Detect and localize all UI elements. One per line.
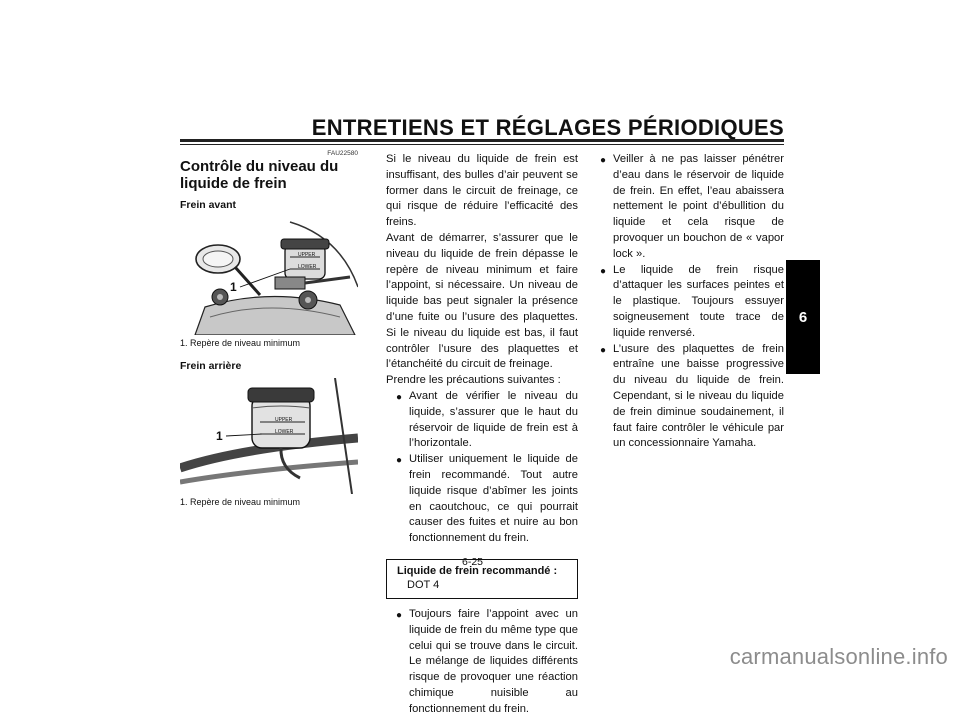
rear-lower-mark-label: LOWER xyxy=(275,428,294,435)
list-item: ● Toujours faire l’appoint avec un liquide de frein du même type que celui qui se trouve dans le circuit. Le mélange de liquides différents risque de provoquer une réaction chimique nuisible au fonctionnement du frein. xyxy=(396,607,578,718)
recommended-fluid-value: DOT 4 xyxy=(407,578,440,591)
front-brake-caption: 1. Repère de niveau minimum xyxy=(180,337,301,348)
bullet-dot: ● xyxy=(396,609,403,621)
front-brake-title: Frein avant xyxy=(180,199,237,211)
column-right xyxy=(600,152,784,452)
front-brake-reservoir-photo xyxy=(180,217,358,335)
list-item: ● Le liquide de frein risque d’attaquer les surfaces peintes et le plastique. Toujours essuyer soigneusement toute trace de liquide renversé. xyxy=(600,263,784,342)
rear-upper-mark-label: UPPER xyxy=(275,416,293,423)
front-lower-mark-label: LOWER xyxy=(298,263,317,270)
front-callout-number: 1 xyxy=(230,279,237,294)
front-upper-mark-label: UPPER xyxy=(298,251,316,258)
bullet-dot: ● xyxy=(600,344,607,356)
site-watermark[interactable]: carmanualsonline.info xyxy=(729,644,948,669)
header-rule xyxy=(180,139,784,142)
rear-brake-title: Frein arrière xyxy=(180,359,242,372)
chapter-side-tab[interactable]: 6 xyxy=(786,260,820,374)
paragraph-check: Avant de démarrer, s’assurer que le niveau du liquide de frein dépasse le repère de niveau minimum et faire l’appoint, si nécessaire. Un niveau de liquide bas peut signaler la présence d’une fuite ou l’usure des plaquettes. Si le niveau du liquide est bas, il faut contrôler l’usure des plaquettes et l’étanchéité du circuit de freinage. xyxy=(386,231,578,371)
list-item: ● L’usure des plaquettes de frein entraîne une baisse progressive du niveau du liquide de frein. Cependant, si le niveau du liquide de frein diminue soudainement, il faut faire contrôler le véhicule par un concessionnaire Yamaha. xyxy=(600,342,784,453)
section-title: Contrôle du niveau du liquide de frein xyxy=(180,158,339,192)
page-header-title: ENTRETIENS ET RÉGLAGES PÉRIODIQUES xyxy=(311,115,784,140)
header-rule-thin xyxy=(180,144,784,145)
section-code: FAU22580 xyxy=(327,150,358,157)
rear-callout-number: 1 xyxy=(216,428,223,443)
list-item: ● Avant de vérifier le niveau du liquide, s’assurer que le haut du réservoir de liquide de frein est à l’horizontale. xyxy=(396,389,578,452)
rear-brake-caption: 1. Repère de niveau minimum xyxy=(180,496,301,507)
page-number: 6-25 xyxy=(462,556,484,568)
list-item: ● Utiliser uniquement le liquide de frein recommandé. Tout autre liquide risque d’abîmer les joints en caoutchouc, ce qui pourrait causer des fuites et nuire au bon fonctionnement du frein. xyxy=(396,452,578,547)
paragraph-intro: Si le niveau du liquide de frein est insuffisant, des bulles d’air peuvent se former dans le circuit de freinage, ce qui risque de réduire l’efficacité des freins. xyxy=(386,153,578,229)
bullet-dot: ● xyxy=(396,455,403,467)
bullet-dot: ● xyxy=(600,155,607,166)
list-item: ● Veiller à ne pas laisser pénétrer d’eau dans le réservoir de liquide de frein. En effet, l’eau abaissera nettement le point d’ébullition du liquide et cela risque de provoquer un bouchon de « vapor lock ». xyxy=(600,152,784,263)
column-middle xyxy=(386,152,578,718)
column-left xyxy=(180,150,358,518)
recommended-fluid-heading: Liquide de frein recommandé : xyxy=(397,564,558,577)
bullet-dot: ● xyxy=(600,265,607,277)
bullet-dot: ● xyxy=(396,391,403,403)
rear-brake-reservoir-photo xyxy=(180,378,358,494)
paragraph-precautions: Prendre les précautions suivantes : xyxy=(386,374,561,387)
